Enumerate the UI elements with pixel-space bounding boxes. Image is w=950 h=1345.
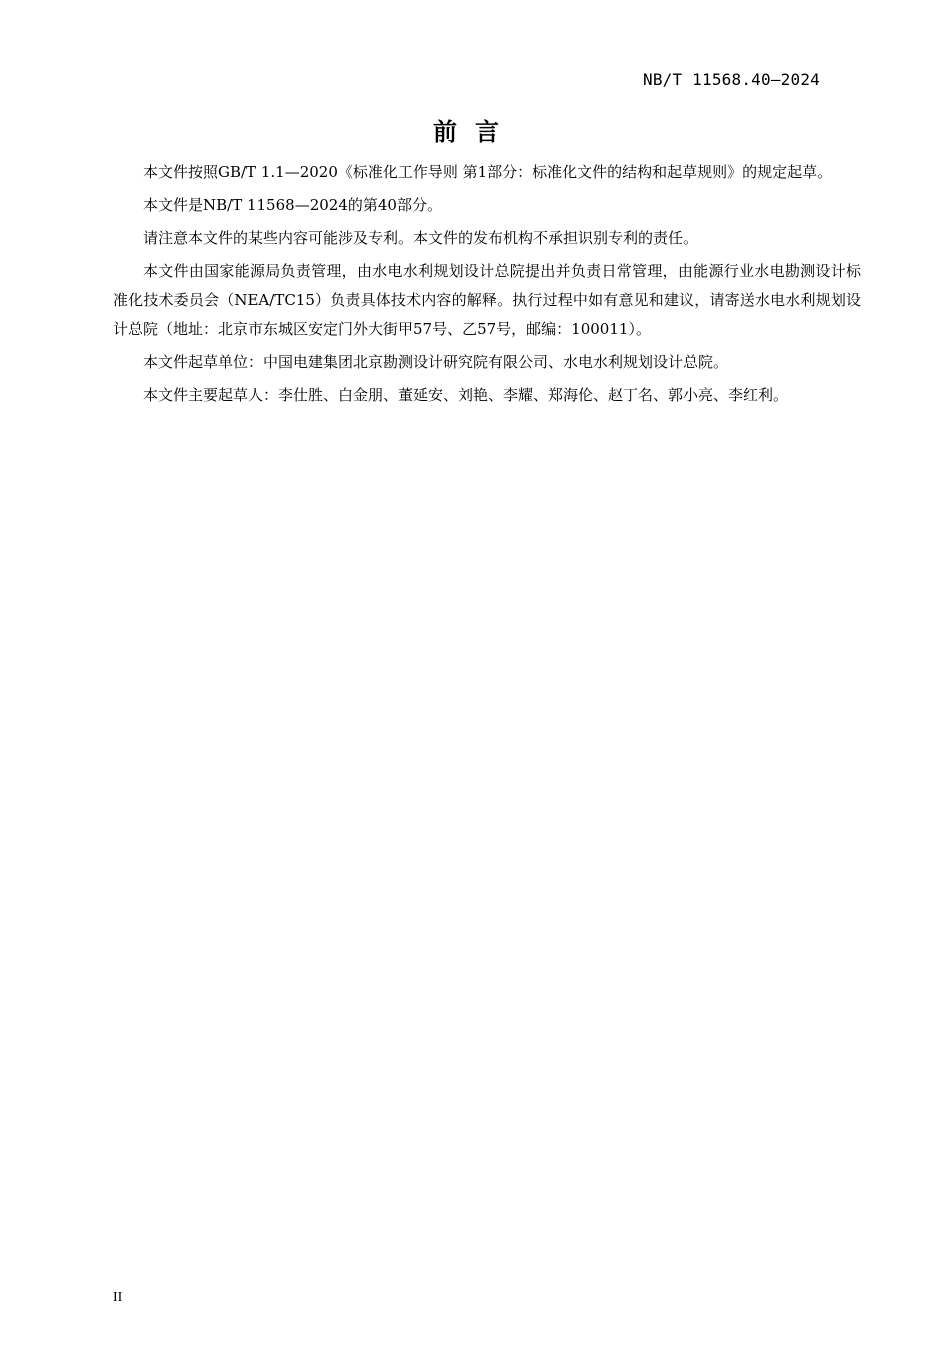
paragraph-part-number: 本文件是NB/T 11568—2024的第40部分。 (143, 196, 442, 214)
paragraph-management: 本文件由国家能源局负责管理，由水电水利规划设计总院提出并负责日常管理，由能源行业水电勘测设计标准化技术委员会（NEA/TC15）负责具体技术内容的解释。执行过程中如有意见和建议，请寄送水电水利规划设计总院（地址：北京市东城区安定门外大街甲57号、乙57号，邮编：100011）。 (113, 262, 861, 338)
page-title: 前言 (433, 118, 517, 146)
paragraph-drafting-rules: 本文件按照GB/T 1.1—2020《标准化工作导则 第1部分：标准化文件的结构和起草规则》的规定起草。 (143, 163, 833, 181)
foreword-body (113, 158, 861, 414)
page-number: II (113, 1290, 123, 1305)
paragraph-drafters: 本文件主要起草人：李仕胜、白金朋、董延安、刘艳、李耀、郑海伦、赵丁名、郭小亮、李红利。 (143, 386, 789, 404)
paragraph-drafting-units: 本文件起草单位：中国电建集团北京勘测设计研究院有限公司、水电水利规划设计总院。 (143, 353, 729, 371)
document-number: NB/T 11568.40—2024 (643, 70, 820, 89)
paragraph-patent-notice: 请注意本文件的某些内容可能涉及专利。本文件的发布机构不承担识别专利的责任。 (143, 229, 699, 247)
